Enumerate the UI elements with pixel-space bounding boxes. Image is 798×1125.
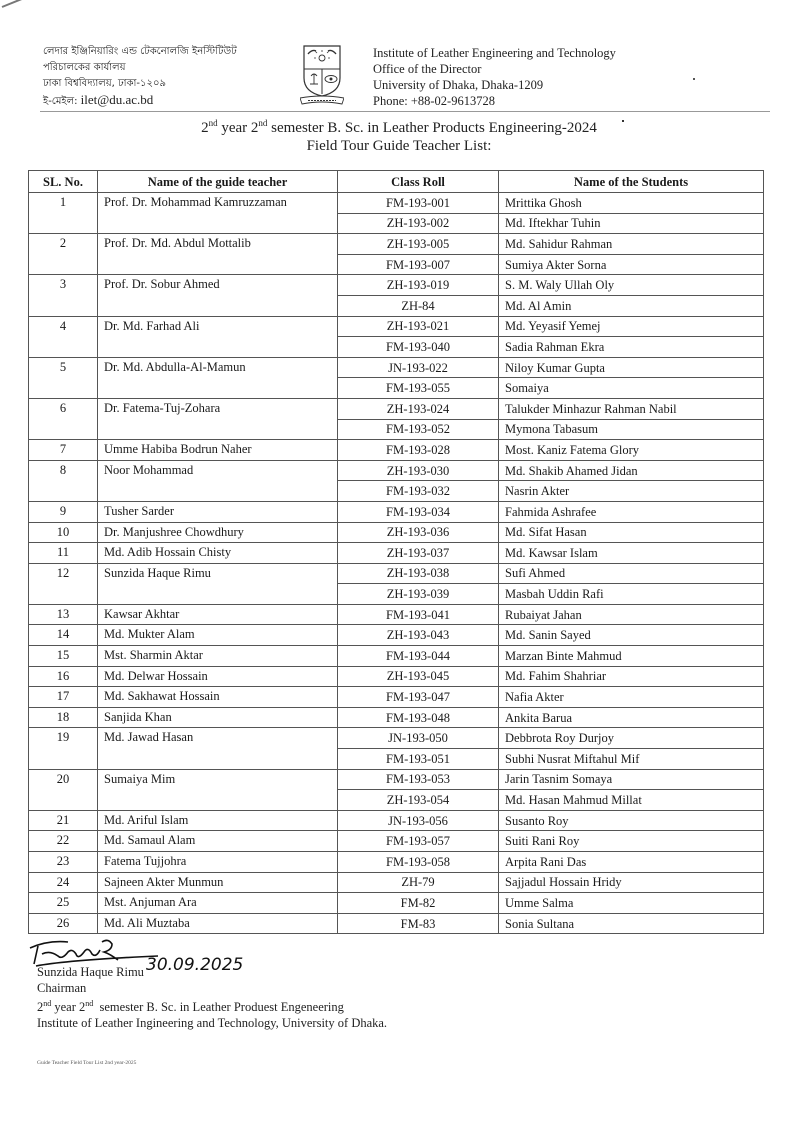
class-roll-cell: ZH-193-019 [338, 275, 499, 296]
signatory-designation: Chairman [37, 981, 87, 995]
class-roll-cell: FM-193-058 [338, 852, 499, 873]
class-roll-cell: FM-193-053 [338, 769, 499, 790]
class-roll-cell: JN-193-022 [338, 357, 499, 378]
email-label: ই-মেইল: [43, 96, 78, 107]
teacher-name-cell: Dr. Md. Farhad Ali [98, 316, 338, 357]
sl-no-cell: 1 [29, 193, 98, 234]
header-sl-no: SL. No. [29, 171, 98, 193]
bangla-line-3: ঢাকা বিশ্ববিদ্যালয়, ঢাকা-১২০৯ [43, 78, 166, 89]
class-roll-cell: ZH-193-002 [338, 213, 499, 234]
class-roll-cell: ZH-193-037 [338, 543, 499, 564]
class-roll-cell: FM-193-028 [338, 440, 499, 461]
class-roll-cell: ZH-79 [338, 872, 499, 893]
title-part: year 2 [217, 120, 259, 136]
header-divider [40, 111, 770, 112]
title-part: 2 [201, 120, 209, 136]
student-name-cell: Subhi Nusrat Miftahul Mif [499, 749, 764, 770]
sl-no-cell: 4 [29, 316, 98, 357]
student-name-cell: Mymona Tabasum [499, 419, 764, 440]
bangla-email-line [43, 92, 237, 110]
teacher-name-cell: Fatema Tujjohra [98, 852, 338, 873]
sl-no-cell: 16 [29, 666, 98, 687]
sl-no-cell: 13 [29, 604, 98, 625]
student-name-cell: Niloy Kumar Gupta [499, 357, 764, 378]
class-roll-cell: FM-193-007 [338, 254, 499, 275]
signatory-program [37, 996, 387, 1015]
sl-no-cell: 7 [29, 440, 98, 461]
sl-no-cell: 24 [29, 872, 98, 893]
teacher-name-cell: Dr. Md. Abdulla-Al-Mamun [98, 357, 338, 398]
sl-no-cell: 19 [29, 728, 98, 769]
teacher-name-cell: Md. Mukter Alam [98, 625, 338, 646]
table-row [29, 460, 764, 481]
guide-teacher-table [28, 170, 764, 934]
teacher-name-cell: Md. Delwar Hossain [98, 666, 338, 687]
student-name-cell: Masbah Uddin Rafi [499, 584, 764, 605]
footer-part: semester B. Sc. in Leather Produest Engeneering [93, 1000, 344, 1015]
university-address: University of Dhaka, Dhaka-1209 [373, 78, 544, 92]
phone-number: Phone: +88-02-9613728 [373, 94, 495, 108]
sl-no-cell: 22 [29, 831, 98, 852]
letterhead-bangla [43, 44, 237, 110]
student-name-cell: Marzan Binte Mahmud [499, 646, 764, 667]
student-name-cell: Sufi Ahmed [499, 563, 764, 584]
student-name-cell: Ankita Barua [499, 707, 764, 728]
sl-no-cell: 14 [29, 625, 98, 646]
teacher-name-cell: Tusher Sarder [98, 501, 338, 522]
title-sup: nd [258, 118, 268, 128]
sl-no-cell: 26 [29, 913, 98, 934]
table-row [29, 728, 764, 749]
student-name-cell: Md. Hasan Mahmud Millat [499, 790, 764, 811]
class-roll-cell: FM-193-041 [338, 604, 499, 625]
table-row [29, 872, 764, 893]
student-name-cell: Sadia Rahman Ekra [499, 337, 764, 358]
table-row [29, 563, 764, 584]
signature-date: 30.09.2025 [146, 955, 244, 975]
teacher-name-cell: Md. Ariful Islam [98, 810, 338, 831]
table-row [29, 398, 764, 419]
file-note: Guide Teacher Field Tour List 2nd year-2025 [37, 1060, 137, 1066]
sl-no-cell: 8 [29, 460, 98, 501]
teacher-name-cell: Mst. Anjuman Ara [98, 893, 338, 914]
title-sup: nd [208, 118, 218, 128]
class-roll-cell: ZH-193-036 [338, 522, 499, 543]
sl-no-cell: 9 [29, 501, 98, 522]
class-roll-cell: FM-193-051 [338, 749, 499, 770]
table-row [29, 646, 764, 667]
teacher-name-cell: Kawsar Akhtar [98, 604, 338, 625]
table-row [29, 440, 764, 461]
table-row [29, 501, 764, 522]
teacher-name-cell: Prof. Dr. Mohammad Kamruzzaman [98, 193, 338, 234]
class-roll-cell: ZH-193-054 [338, 790, 499, 811]
table-row [29, 543, 764, 564]
sl-no-cell: 23 [29, 852, 98, 873]
document-subtitle: Field Tour Guide Teacher List: [306, 138, 492, 154]
sl-no-cell: 20 [29, 769, 98, 810]
student-name-cell: Md. Iftekhar Tuhin [499, 213, 764, 234]
header-teacher: Name of the guide teacher [98, 171, 338, 193]
class-roll-cell: FM-193-044 [338, 646, 499, 667]
student-name-cell: Nasrin Akter [499, 481, 764, 502]
class-roll-cell: ZH-193-005 [338, 234, 499, 255]
class-roll-cell: ZH-193-045 [338, 666, 499, 687]
teacher-name-cell: Mst. Sharmin Aktar [98, 646, 338, 667]
speck [622, 120, 624, 122]
student-name-cell: Arpita Rani Das [499, 852, 764, 873]
table-row [29, 831, 764, 852]
class-roll-cell: ZH-193-021 [338, 316, 499, 337]
signature-block [37, 964, 387, 1031]
student-name-cell: Sonia Sultana [499, 913, 764, 934]
sl-no-cell: 10 [29, 522, 98, 543]
student-name-cell: Umme Salma [499, 893, 764, 914]
teacher-name-cell: Sanjida Khan [98, 707, 338, 728]
table-row [29, 625, 764, 646]
class-roll-cell: ZH-84 [338, 295, 499, 316]
teacher-name-cell: Md. Ali Muztaba [98, 913, 338, 934]
class-roll-cell: JN-193-050 [338, 728, 499, 749]
teacher-name-cell: Md. Sakhawat Hossain [98, 687, 338, 708]
class-roll-cell: ZH-193-038 [338, 563, 499, 584]
class-roll-cell: FM-193-032 [338, 481, 499, 502]
class-roll-cell: ZH-193-043 [338, 625, 499, 646]
sl-no-cell: 2 [29, 234, 98, 275]
header-students: Name of the Students [499, 171, 764, 193]
table-row [29, 275, 764, 296]
institute-name: Institute of Leather Engineering and Technology [373, 46, 616, 60]
class-roll-cell: JN-193-056 [338, 810, 499, 831]
student-name-cell: Nafia Akter [499, 687, 764, 708]
teacher-name-cell: Prof. Dr. Md. Abdul Mottalib [98, 234, 338, 275]
student-name-cell: Rubaiyat Jahan [499, 604, 764, 625]
teacher-name-cell: Md. Adib Hossain Chisty [98, 543, 338, 564]
sl-no-cell: 3 [29, 275, 98, 316]
bangla-line-1: লেদার ইঞ্জিনিয়ারিং এন্ড টেকনোলজি ইনস্টিটিউট [43, 46, 237, 57]
student-name-cell: Sumiya Akter Sorna [499, 254, 764, 275]
table-row [29, 810, 764, 831]
sl-no-cell: 6 [29, 398, 98, 439]
sl-no-cell: 21 [29, 810, 98, 831]
teacher-name-cell: Prof. Dr. Sobur Ahmed [98, 275, 338, 316]
student-name-cell: Sajjadul Hossain Hridy [499, 872, 764, 893]
student-name-cell: Jarin Tasnim Somaya [499, 769, 764, 790]
class-roll-cell: FM-193-001 [338, 193, 499, 214]
table-header-row [29, 171, 764, 193]
sl-no-cell: 5 [29, 357, 98, 398]
footer-part: 2 [37, 1000, 44, 1015]
table-row [29, 604, 764, 625]
teacher-name-cell: Noor Mohammad [98, 460, 338, 501]
table-row [29, 316, 764, 337]
student-name-cell: Md. Al Amin [499, 295, 764, 316]
speck [693, 78, 695, 80]
table-row [29, 522, 764, 543]
student-name-cell: Suiti Rani Roy [499, 831, 764, 852]
class-roll-cell: ZH-193-030 [338, 460, 499, 481]
teacher-name-cell: Sunzida Haque Rimu [98, 563, 338, 604]
class-roll-cell: FM-193-034 [338, 501, 499, 522]
student-name-cell: Md. Sahidur Rahman [499, 234, 764, 255]
sl-no-cell: 25 [29, 893, 98, 914]
teacher-name-cell: Dr. Fatema-Tuj-Zohara [98, 398, 338, 439]
sl-no-cell: 17 [29, 687, 98, 708]
student-name-cell: Debbrota Roy Durjoy [499, 728, 764, 749]
sl-no-cell: 12 [29, 563, 98, 604]
table-row [29, 687, 764, 708]
teacher-name-cell: Sajneen Akter Munmun [98, 872, 338, 893]
footer-sup: nd [85, 999, 94, 1008]
footer-part: year 2 [51, 1000, 86, 1015]
table-row [29, 769, 764, 790]
class-roll-cell: FM-83 [338, 913, 499, 934]
teacher-name-cell: Umme Habiba Bodrun Naher [98, 440, 338, 461]
bangla-line-2: পরিচালকের কার্যালয় [43, 62, 126, 73]
student-name-cell: Most. Kaniz Fatema Glory [499, 440, 764, 461]
document-title [0, 118, 798, 137]
signatory-institute: Institute of Leather Ingineering and Technology, University of Dhaka. [37, 1016, 388, 1031]
university-crest-icon [300, 44, 344, 106]
sl-no-cell: 18 [29, 707, 98, 728]
email-link[interactable]: ilet@du.ac.bd [80, 92, 154, 107]
student-name-cell: Md. Fahim Shahriar [499, 666, 764, 687]
class-roll-cell: FM-193-040 [338, 337, 499, 358]
table-row [29, 913, 764, 934]
table-row [29, 893, 764, 914]
class-roll-cell: FM-82 [338, 893, 499, 914]
table-body [29, 193, 764, 934]
table-row [29, 193, 764, 214]
class-roll-cell: FM-193-052 [338, 419, 499, 440]
class-roll-cell: FM-193-055 [338, 378, 499, 399]
class-roll-cell: FM-193-057 [338, 831, 499, 852]
teacher-name-cell: Sumaiya Mim [98, 769, 338, 810]
pen-mark [2, 0, 45, 8]
office-name: Office of the Director [373, 62, 482, 76]
student-name-cell: Somaiya [499, 378, 764, 399]
student-name-cell: Md. Yeyasif Yemej [499, 316, 764, 337]
letterhead-english [373, 45, 616, 109]
student-name-cell: S. M. Waly Ullah Oly [499, 275, 764, 296]
teacher-name-cell: Md. Jawad Hasan [98, 728, 338, 769]
table-row [29, 357, 764, 378]
class-roll-cell: ZH-193-024 [338, 398, 499, 419]
teacher-name-cell: Md. Samaul Alam [98, 831, 338, 852]
class-roll-cell: FM-193-047 [338, 687, 499, 708]
footer-sup: nd [43, 999, 52, 1008]
class-roll-cell: FM-193-048 [338, 707, 499, 728]
sl-no-cell: 15 [29, 646, 98, 667]
table-row [29, 707, 764, 728]
student-name-cell: Md. Kawsar Islam [499, 543, 764, 564]
title-part: semester B. Sc. in Leather Products Engineering-2024 [267, 120, 597, 136]
student-name-cell: Md. Sanin Sayed [499, 625, 764, 646]
class-roll-cell: ZH-193-039 [338, 584, 499, 605]
header-class-roll: Class Roll [338, 171, 499, 193]
student-name-cell: Md. Shakib Ahamed Jidan [499, 460, 764, 481]
student-name-cell: Mrittika Ghosh [499, 193, 764, 214]
student-name-cell: Md. Sifat Hasan [499, 522, 764, 543]
sl-no-cell: 11 [29, 543, 98, 564]
student-name-cell: Talukder Minhazur Rahman Nabil [499, 398, 764, 419]
teacher-name-cell: Dr. Manjushree Chowdhury [98, 522, 338, 543]
signatory-name: Sunzida Haque Rimu [37, 965, 144, 979]
student-name-cell: Fahmida Ashrafee [499, 501, 764, 522]
table-row [29, 666, 764, 687]
student-name-cell: Susanto Roy [499, 810, 764, 831]
table-row [29, 234, 764, 255]
table-row [29, 852, 764, 873]
